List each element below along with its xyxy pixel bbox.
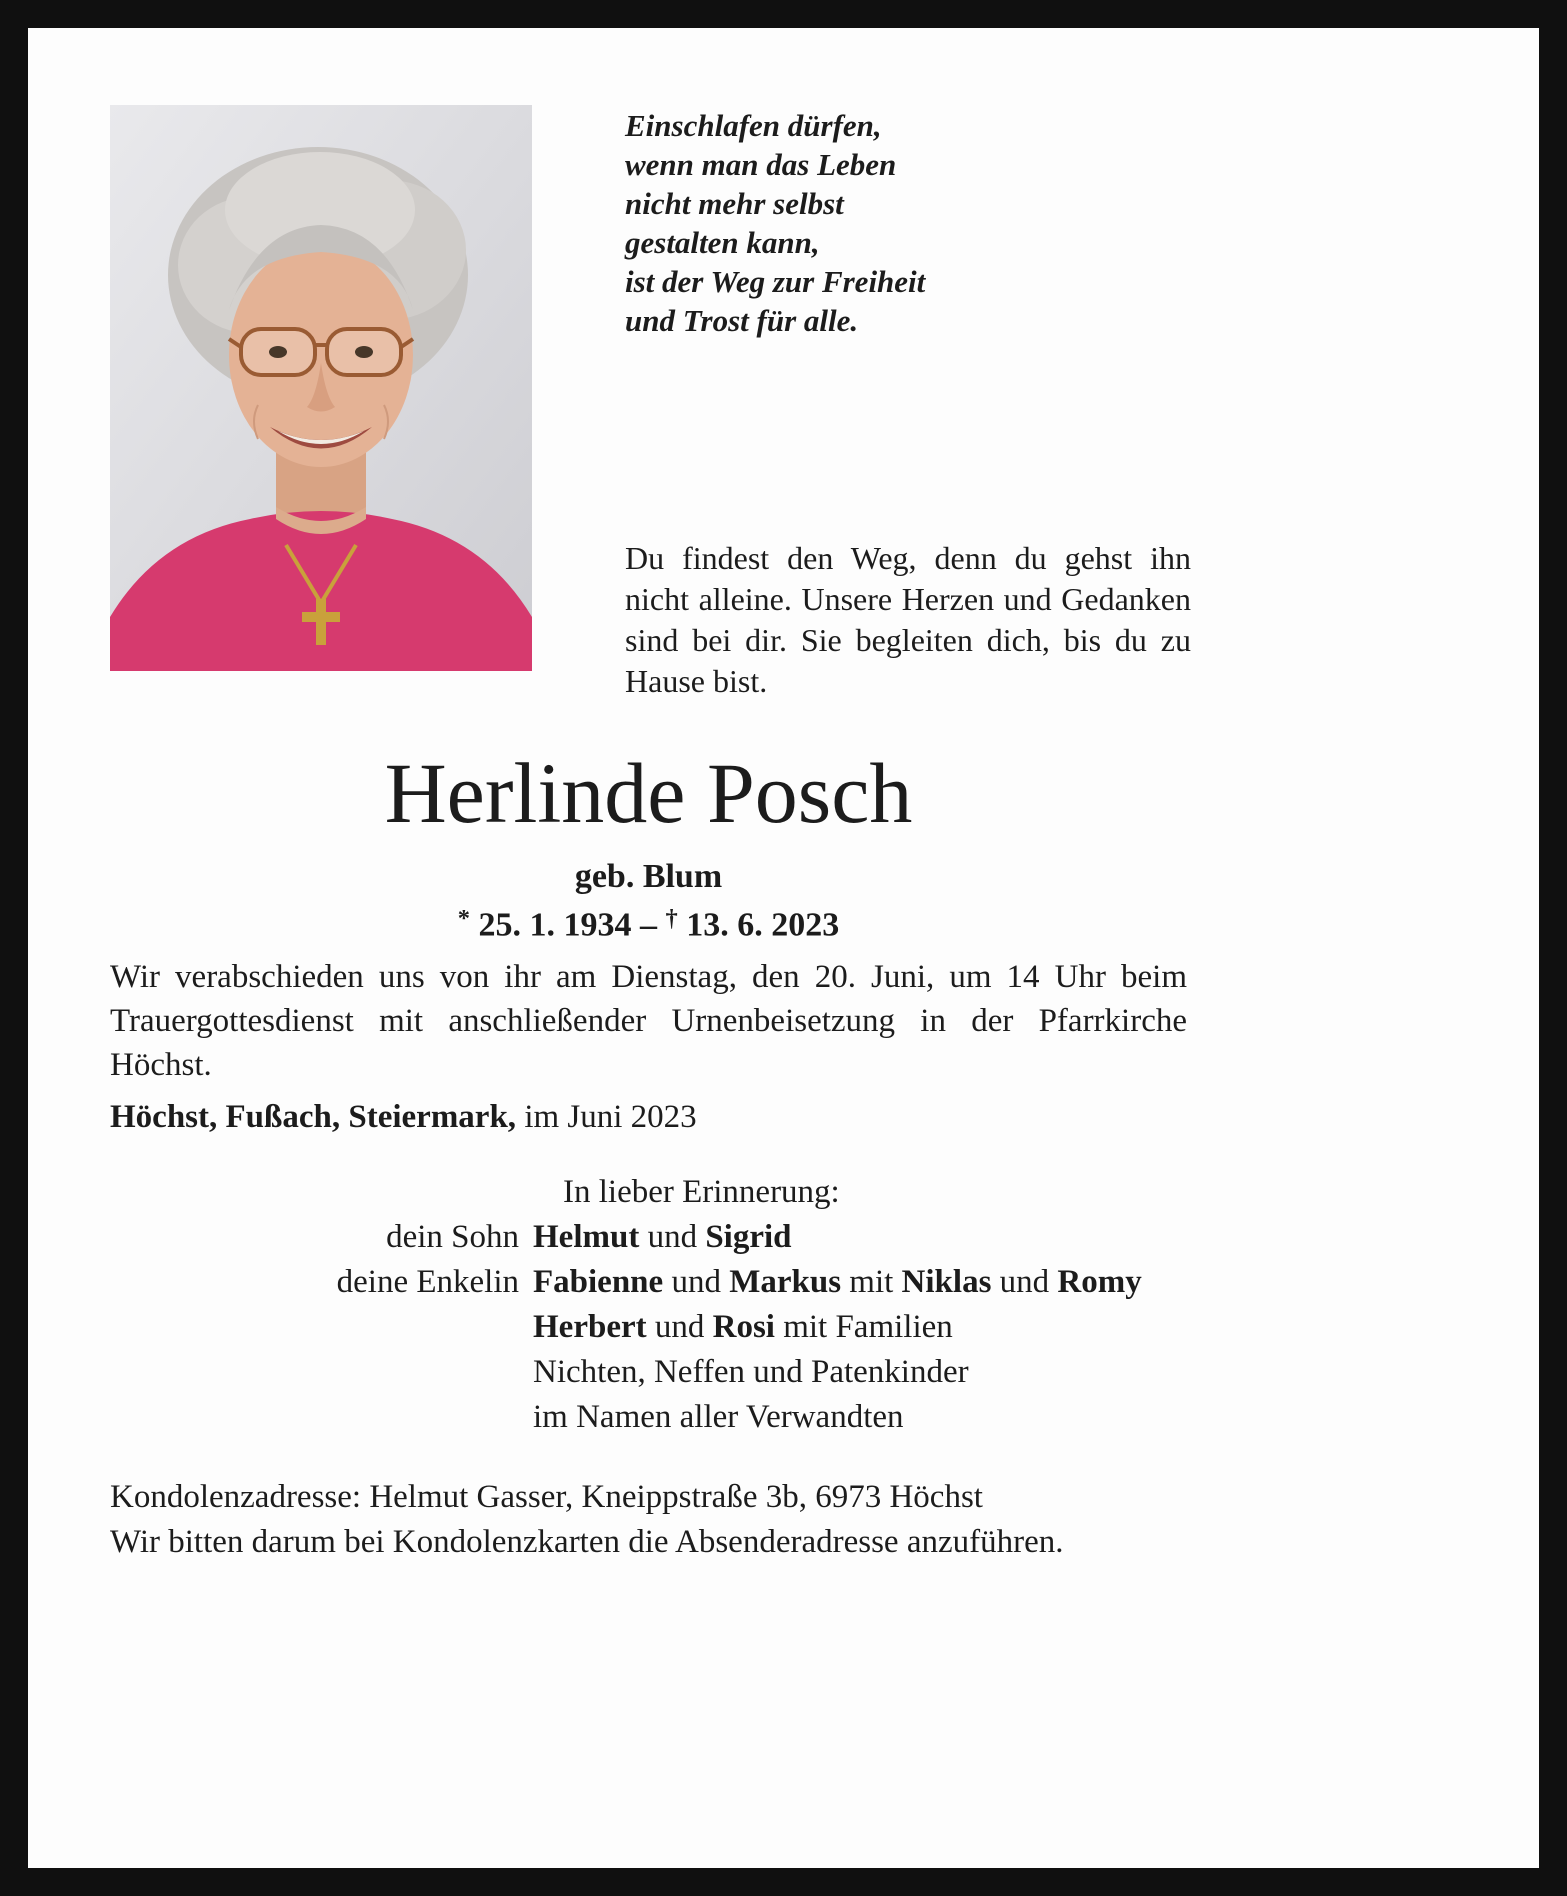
relation-label — [110, 1305, 519, 1350]
condolence-block — [110, 1475, 1250, 1565]
remembrance-row — [110, 1215, 1310, 1260]
relation-names: Helmut und Sigrid — [533, 1219, 792, 1255]
poem — [625, 106, 925, 340]
eye — [269, 346, 287, 358]
remembrance-title: In lieber Erinnerung: — [563, 1174, 840, 1210]
death-date: 13. 6. 2023 — [686, 906, 840, 944]
funeral-announcement: Wir verabschieden uns von ihr am Dienstag, den 20. Juni, um 14 Uhr beim Trauergottesdienst mit anschließender Urnenbeisetzung in der Pfarrkirche Höchst. — [110, 959, 1187, 1083]
eye — [355, 346, 373, 358]
poem-line: nicht mehr selbst — [625, 186, 844, 221]
poem-line: ist der Weg zur Freiheit — [625, 264, 926, 299]
obituary-sheet — [28, 28, 1539, 1868]
remembrance-row — [110, 1260, 1310, 1305]
place-date-line: Höchst, Fußach, Steiermark, im Juni 2023 — [110, 1099, 697, 1135]
verse-paragraph: Du findest den Weg, denn du gehst ihn nicht alleine. Unsere Herzen und Gedanken sind bei dir. Sie begleiten dich, bis du zu Hause bist. — [625, 540, 1191, 699]
poem-line: und Trost für alle. — [625, 303, 859, 338]
poem-line: wenn man das Leben — [625, 147, 897, 182]
relation-label — [110, 1395, 519, 1440]
condolence-address: Kondolenzadresse: Helmut Gasser, Kneippstraße 3b, 6973 Höchst — [110, 1479, 983, 1515]
birth-date: 25. 1. 1934 — [478, 906, 632, 944]
remembrance-list — [110, 1215, 1310, 1440]
death-symbol: † — [665, 905, 678, 932]
poem-line: Einschlafen dürfen, — [625, 108, 882, 143]
portrait-illustration — [110, 105, 532, 671]
birth-symbol: * — [457, 905, 470, 932]
relation-names: Herbert und Rosi mit Familien — [533, 1309, 953, 1345]
remembrance-row — [110, 1305, 1310, 1350]
relation-label: deine Enkelin — [336, 1264, 519, 1300]
deceased-name: Herlinde Posch — [384, 745, 913, 841]
life-dates — [110, 898, 1187, 946]
relation-names: Fabienne und Markus mit Niklas und Romy — [533, 1264, 1142, 1300]
condolence-note: Wir bitten darum bei Kondolenzkarten die Absenderadresse anzuführen. — [110, 1524, 1064, 1560]
relation-names: im Namen aller Verwandten — [533, 1399, 904, 1435]
relation-label: dein Sohn — [386, 1219, 519, 1255]
maiden-name: geb. Blum — [574, 858, 723, 895]
poem-line: gestalten kann, — [625, 225, 820, 260]
relation-names: Nichten, Neffen und Patenkinder — [533, 1354, 969, 1390]
portrait-photo — [110, 105, 532, 671]
dates-separator: – — [640, 906, 657, 944]
remembrance-row — [110, 1350, 1310, 1395]
remembrance-row — [110, 1395, 1310, 1440]
relation-label — [110, 1350, 519, 1395]
